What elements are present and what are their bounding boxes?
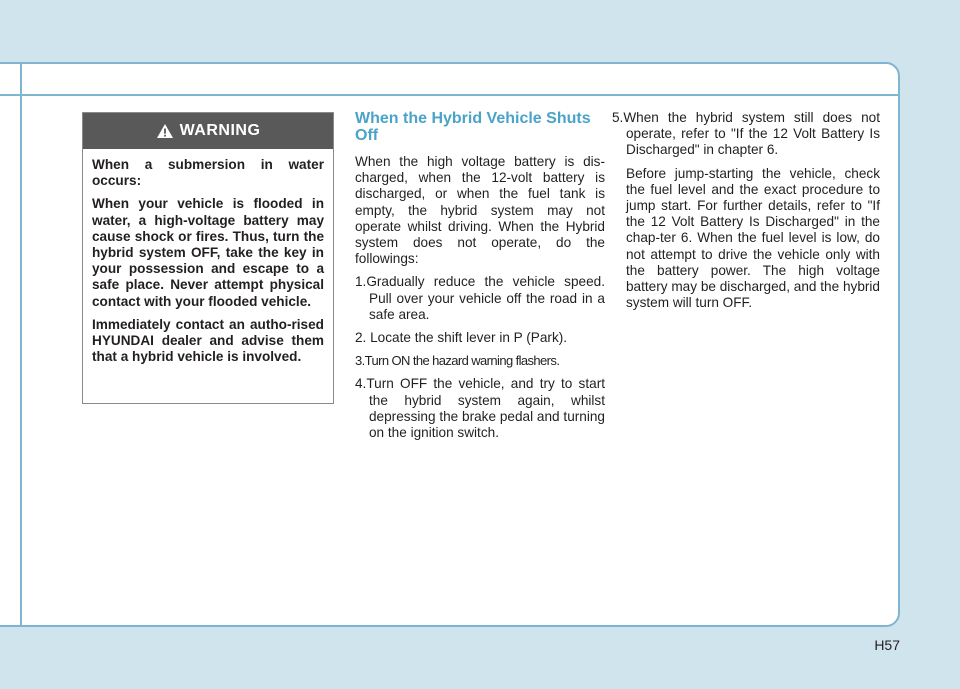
warning-paragraph: When a submersion in water occurs: [92,157,324,189]
right-column [612,110,880,318]
warning-box [82,112,334,404]
warning-header [83,113,333,149]
jump-start-note: Before jump-starting the vehicle, check the fuel level and the exact procedure to jump start. For further details, refer to "If the 12 Volt Battery Is Discharged" in the chap-ter 6. When the fuel level is low, do not attempt to drive the vehicle only with the battery power. The high voltage battery may be discharged, and the hybrid system will turn OFF. [626,165,880,311]
step-item: 1.Gradually reduce the vehicle speed. Pull over your vehicle off the road in a safe area. [355,274,605,322]
page-number: H57 [874,637,900,653]
section-intro: When the high voltage battery is dis-charged, when the 12-volt battery is discharged, or when the fuel tank is empty, the hybrid system may not operate whilst driving. When the Hybrid system does not operate, do the followings: [355,154,605,267]
warning-title: WARNING [179,122,261,139]
warning-triangle-icon [156,123,174,139]
header-rule [0,94,898,96]
warning-paragraph: Immediately contact an autho-rised HYUNDAI dealer and advise them that a hybrid vehicle is involved. [92,316,324,365]
step-item: 5.When the hybrid system still does not operate, refer to "If the 12 Volt Battery Is Discharged" in chapter 6. [612,110,880,158]
section-title: When the Hybrid Vehicle Shuts Off [355,110,591,144]
step-item: 2. Locate the shift lever in P (Park). [355,330,568,346]
middle-column [355,110,605,448]
page-left-edge-inner [0,64,20,625]
warning-body [83,149,333,365]
warning-paragraph: When your vehicle is flooded in water, a high-voltage battery may cause shock or fires. Thus, turn the hybrid system OFF, take the key in your possession and escape to a safe place. Never attempt physical contact with your flooded vehicle. [92,196,324,309]
step-item: 4.Turn OFF the vehicle, and try to start the hybrid system again, whilst depressing the brake pedal and turning on the ignition switch. [355,376,605,441]
step-item: 3.Turn ON the hazard warning flashers. [355,353,560,369]
